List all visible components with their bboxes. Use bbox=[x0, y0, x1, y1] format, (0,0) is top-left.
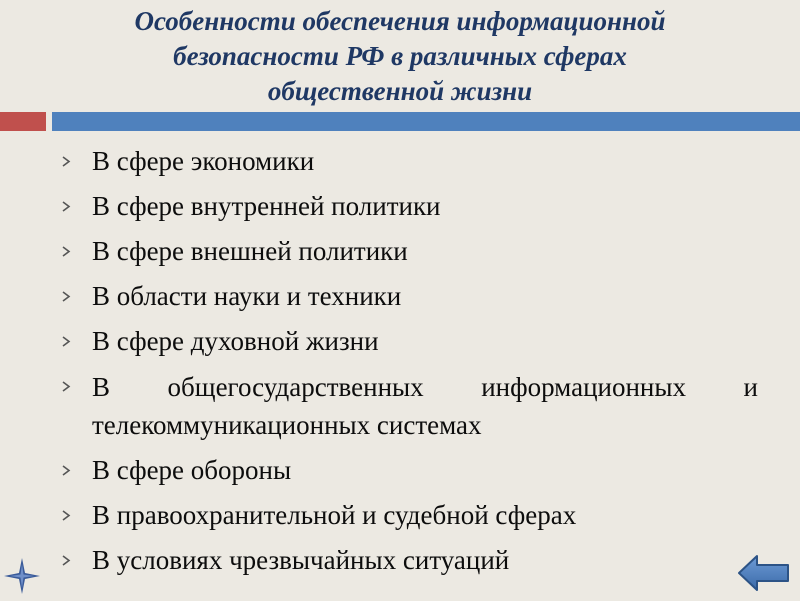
list-item-text: В сфере духовной жизни bbox=[92, 326, 379, 356]
slide-title-line-2: безопасности РФ в различных сферах bbox=[173, 41, 627, 71]
list-item bbox=[60, 278, 758, 315]
slide-title bbox=[60, 4, 740, 109]
arrow-left-icon bbox=[736, 552, 792, 594]
slide-title-line-3: общественной жизни bbox=[267, 76, 533, 106]
list-item-text: В сфере обороны bbox=[92, 455, 292, 485]
chevron-right-icon bbox=[61, 452, 75, 489]
chevron-right-icon bbox=[61, 323, 75, 360]
chevron-right-icon bbox=[61, 143, 75, 180]
chevron-right-icon bbox=[61, 278, 75, 315]
list-item-text: В сфере внутренней политики bbox=[92, 191, 441, 221]
list-item bbox=[60, 188, 758, 225]
sphere-list bbox=[60, 143, 758, 587]
list-item bbox=[60, 143, 758, 180]
list-item bbox=[60, 233, 758, 270]
list-item-text: В сфере экономики bbox=[92, 146, 315, 176]
list-item bbox=[60, 323, 758, 360]
list-item bbox=[60, 497, 758, 534]
title-divider-red bbox=[0, 112, 46, 131]
back-button[interactable] bbox=[736, 552, 792, 599]
chevron-right-icon bbox=[61, 188, 75, 225]
chevron-right-icon bbox=[61, 542, 75, 579]
list-item-text: В области науки и техники bbox=[92, 281, 402, 311]
list-item bbox=[60, 542, 758, 579]
list-item bbox=[60, 452, 758, 489]
chevron-right-icon bbox=[61, 368, 75, 405]
list-item-text: В сфере внешней политики bbox=[92, 236, 408, 266]
list-item bbox=[60, 368, 758, 444]
slide-title-line-1: Особенности обеспечения информационной bbox=[134, 6, 666, 36]
star-icon bbox=[2, 556, 42, 601]
title-divider-blue bbox=[52, 112, 800, 131]
list-item-text: В общегосударственных информационных и телекоммуникационных системах bbox=[92, 372, 758, 440]
chevron-right-icon bbox=[61, 497, 75, 534]
list-item-text: В правоохранительной и судебной сферах bbox=[92, 500, 577, 530]
chevron-right-icon bbox=[61, 233, 75, 270]
list-item-text: В условиях чрезвычайных ситуаций bbox=[92, 545, 510, 575]
